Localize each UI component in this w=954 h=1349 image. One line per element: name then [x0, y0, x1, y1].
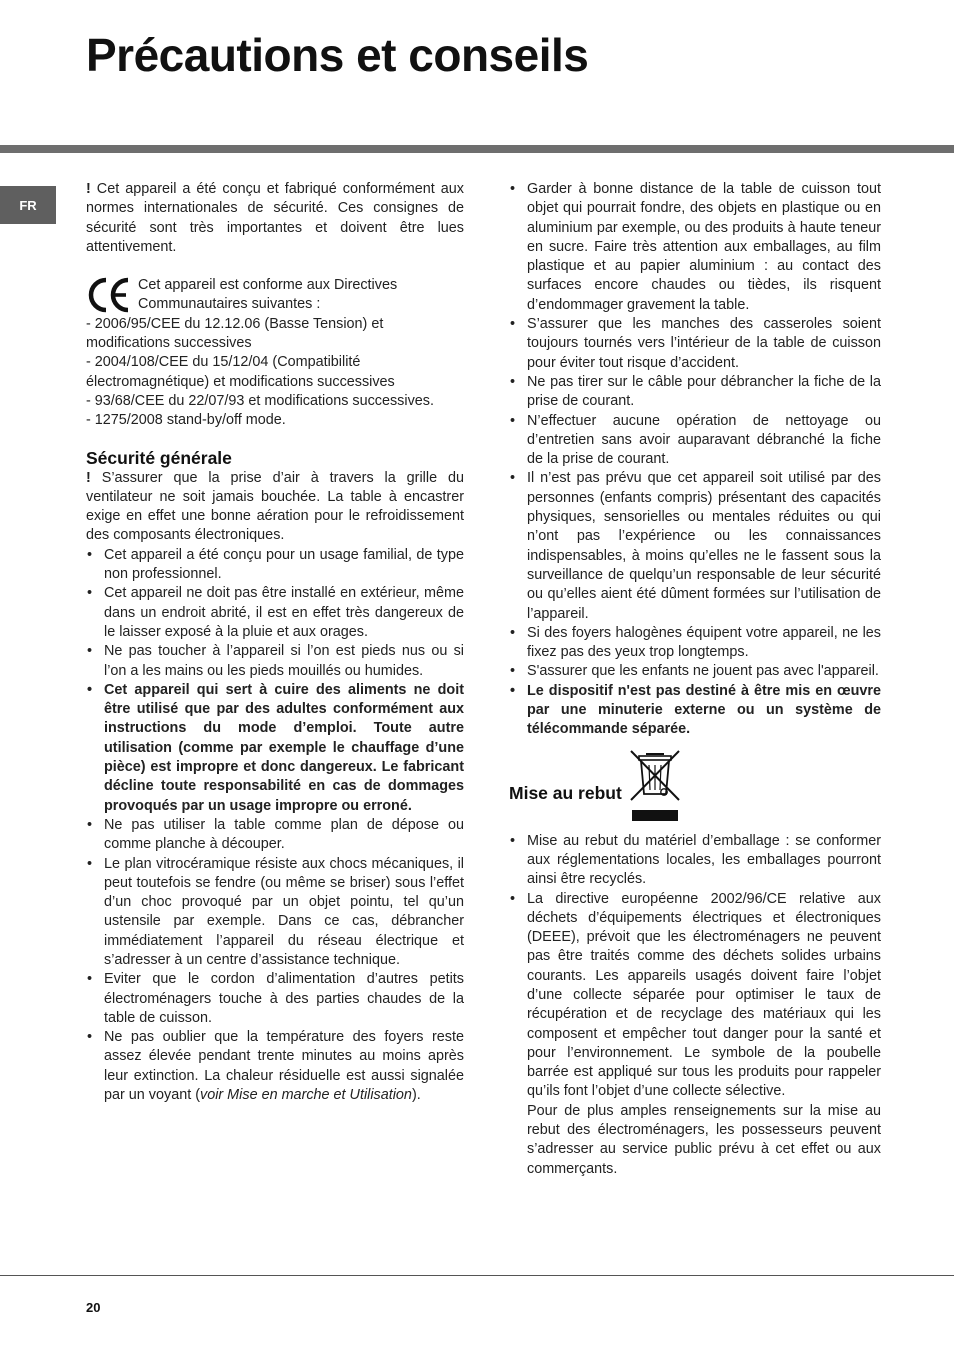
directive-item: - 2006/95/CEE du 12.12.06 (Basse Tension) et modifications successives [86, 315, 384, 352]
page-title: Précautions et conseils [86, 29, 589, 81]
disposal-header [509, 748, 881, 822]
list-item: • Ne pas toucher à l’appareil si l’on est pieds nus ou si l’on a les mains ou les pieds mouillés ou humides. [86, 642, 464, 681]
list-item-bold: • Cet appareil qui sert à cuire des aliments ne doit être utilisé que par des adultes conformément aux instructions du mode d’emploi. Toute autre utilisation (comme par exemple le chauffage d’une pièce) est impropre et donc dangereux. Le fabricant décline toute responsabilité en cas de dommages provoqués par un usage impropre ou erroné. [86, 681, 464, 816]
directive-item: - 2004/108/CEE du 15/12/04 (Compatibilité électromagnétique) et modifications successives [86, 354, 395, 390]
list-item: • Le plan vitrocéramique résiste aux chocs mécaniques, il peut toutefois se fendre (ou même se briser) sous l’effet d’un choc provoqué par un objet pointu, tel qu’un ustensile par exemple. Dans ce cas, débrancher immédiatement l’appareil du réseau électrique et s’adresser à un centre d’assistance technique. [86, 855, 464, 971]
page-number: 20 [86, 1300, 101, 1315]
warning-mark: ! [86, 181, 91, 197]
list-item: • S'assurer que les enfants ne jouent pas avec l'appareil. [509, 662, 881, 681]
cross-reference: voir Mise en marche et Utilisation [200, 1087, 412, 1104]
warning-mark: ! [86, 469, 91, 486]
list-item: • S’assurer que les manches des casseroles soient toujours tournés vers l’intérieur de la table de cuisson pour éviter tout risque d’accident. [509, 315, 881, 373]
safety-bullets-continued [509, 180, 881, 740]
right-column [509, 180, 881, 1179]
directive-item: - 93/68/CEE du 22/07/93 et modifications successives. [86, 392, 434, 409]
crossed-out-bin-icon [628, 748, 682, 822]
list-item: • N’effectuer aucune opération de nettoyage ou d’entretien sans avoir auparavant débranché la fiche de la prise de courant. [509, 412, 881, 470]
safety-bullets [86, 546, 464, 1106]
list-item [86, 1028, 464, 1105]
list-item: • Cet appareil a été conçu pour un usage familial, de type non professionnel. [86, 546, 464, 585]
safety-intro-text: S’assurer que la prise d’air à travers la grille du ventilateur ne soit jamais bouchée. La table à encastrer exige en effet une bonne aération pour le refroidissement des composants électroniques. [86, 469, 465, 544]
safety-intro-paragraph [86, 469, 464, 546]
list-item-text: Ne pas oublier que la température des foyers reste assez élevée pendant trente minutes au moins après leur extinction. La chaleur résiduelle est aussi signalée par un voyant ( [104, 1029, 464, 1104]
list-item: • La directive européenne 2002/96/CE relative aux déchets d’équipements électriques et électroniques (DEEE), prévoit que les électroménagers ne peuvent pas être traités comme des déchets solides urbains courants. Les appareils usagés doivent faire l’objet d’une collecte séparée pour optimiser le taux de récupération et de recyclage des matériaux qui les composent et empêcher tout danger pour la santé et pour l’environnement. Le symbole de la poubelle barrée est appliqué sur tous les produits pour rappeler qu’ils font l’objet d’une collecte sélective. [509, 890, 881, 1102]
list-item: • Garder à bonne distance de la table de cuisson tout objet qui pourrait fondre, des objets en plastique ou en aluminium par exemple, ou des produits à haute teneur en sucre. Faire très attention aux emballages, au film plastique et au papier aluminium : au contact des surfaces encore chaudes ou tièdes, ils risquent d’endommager gravement la table. [509, 180, 881, 315]
list-item-text: ). [411, 1087, 421, 1104]
list-item-bold: • Le dispositif n'est pas destiné à être mis en œuvre par une minuterie externe ou un système de télécommande séparée. [509, 682, 881, 740]
disposal-bullets [509, 832, 881, 1102]
list-item: • Eviter que le cordon d’alimentation d’autres petits électroménagers touche à des parties chaudes de la table de cuisson. [86, 970, 464, 1028]
list-item: • Il n’est pas prévu que cet appareil soit utilisé par des personnes (enfants compris) présentant des capacités physiques, sensorielles ou mentales réduites ou qui n’ont pas l’expérience ou les connaissances indispensables, à moins qu’elles ne le fassent sous la surveillance de quelqu’un responsable de leur sécurité ou qu’elles aient été dûment formées sur l’utilisation de l’appareil. [509, 469, 881, 623]
ce-mark-icon [86, 277, 132, 313]
ce-conformity-block [86, 276, 464, 430]
directives-list [86, 315, 464, 431]
section-title-mise-au-rebut: Mise au rebut [509, 782, 622, 803]
left-column [86, 180, 464, 1105]
ce-text: Cet appareil est conforme aux Directives Communautaires suivantes : [138, 277, 398, 313]
directive-item: - 1275/2008 stand-by/off mode. [86, 412, 286, 429]
section-title-securite: Sécurité générale [86, 447, 232, 468]
intro-text: Cet appareil a été conçu et fabriqué conformément aux normes internationales de sécurité. Ces consignes de sécurité sont très importantes et doivent être lues attentivement. [86, 181, 464, 255]
top-divider [0, 145, 954, 153]
disposal-extra-paragraph: Pour de plus amples renseignements sur la mise au rebut des électroménagers, les possesseurs peuvent s’adresser au service public prévu à cet effet ou aux commerçants. [527, 1102, 881, 1177]
list-item: • Mise au rebut du matériel d’emballage : se conformer aux réglementations locales, les emballages pourront ainsi être recyclés. [509, 832, 881, 890]
bottom-divider [0, 1275, 954, 1276]
list-item: • Si des foyers halogènes équipent votre appareil, ne les fixez pas des yeux trop longtemps. [509, 624, 881, 663]
list-item: • Ne pas tirer sur le câble pour débrancher la fiche de la prise de courant. [509, 373, 881, 412]
intro-paragraph [86, 180, 464, 257]
language-tab: FR [0, 186, 56, 224]
list-item: • Cet appareil ne doit pas être installé en extérieur, même dans un endroit abrité, il est en effet très dangereux de le laisser exposé à la pluie et aux orages. [86, 584, 464, 642]
list-item: • Ne pas utiliser la table comme plan de dépose ou comme planche à découper. [86, 816, 464, 855]
